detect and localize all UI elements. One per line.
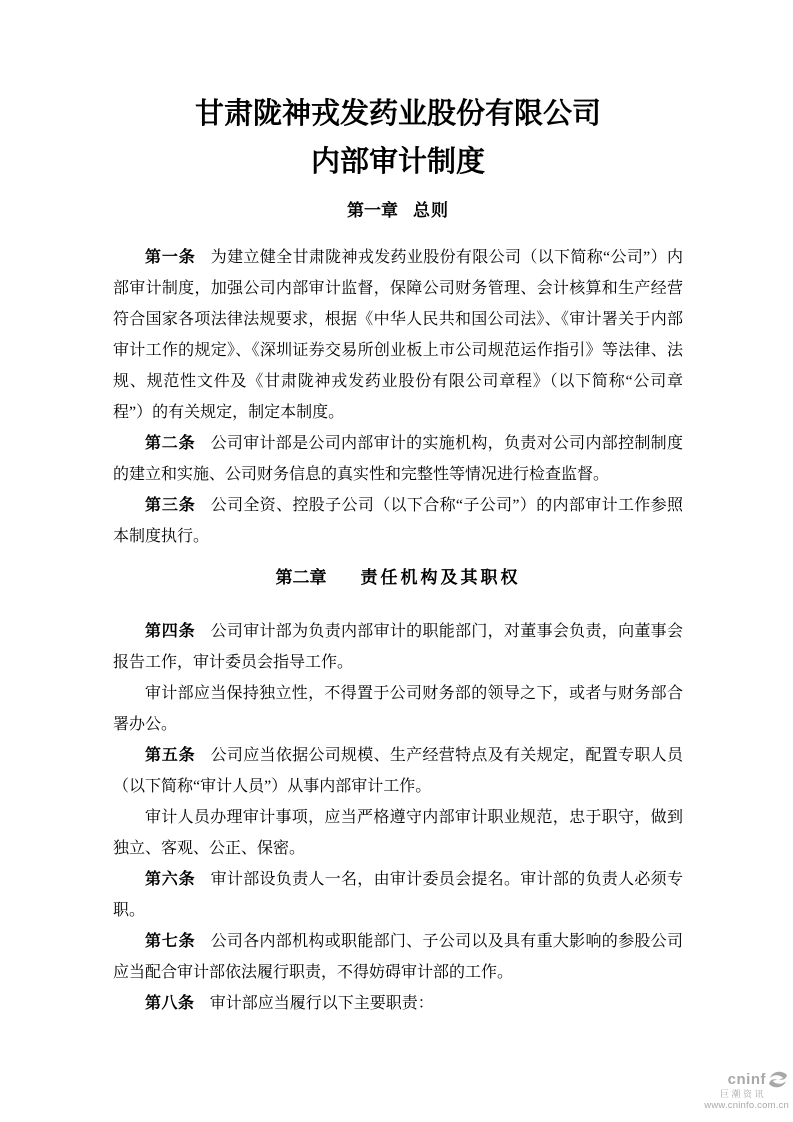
cninfo-brand-text: cninf [727, 1070, 766, 1088]
document-title-line-1: 甘肃陇神戎发药业股份有限公司 [194, 98, 601, 130]
article-5-text: 公司应当依据公司规模、生产经营特点及有关规定，配置专职人员（以下简称“审计人员”）从事内部审计工作。 [113, 747, 683, 795]
article-3-paragraph [113, 490, 683, 552]
article-4-continuation-paragraph [113, 678, 683, 740]
chapter-1-heading [113, 198, 683, 224]
article-3-text: 公司全资、控股子公司（以下合称“子公司”）的内部审计工作参照本制度执行。 [113, 497, 683, 545]
chapter-1-label: 第一章 [347, 201, 398, 220]
cninfo-chinese-name: 巨潮资讯 [719, 1088, 766, 1099]
article-4-continuation-text: 审计部应当保持独立性，不得置于公司财务部的领导之下，或者与财务部合署办公。 [113, 685, 683, 733]
article-4-paragraph [113, 616, 683, 678]
chapter-2-heading [113, 565, 683, 591]
cninfo-watermark [704, 1071, 789, 1111]
article-3-label: 第三条 [145, 497, 196, 514]
article-7-paragraph [113, 926, 683, 988]
article-4-label: 第四条 [145, 623, 196, 640]
article-2-paragraph [113, 428, 683, 490]
document-body [113, 198, 683, 1019]
article-7-label: 第七条 [145, 933, 196, 950]
article-7-text: 公司各内部机构或职能部门、子公司以及具有重大影响的参股公司应当配合审计部依法履行职责，不得妨碍审计部的工作。 [113, 933, 683, 981]
cninfo-logo-row [704, 1071, 788, 1088]
article-6-paragraph [113, 864, 683, 926]
article-1-text: 为建立健全甘肃陇神戎发药业股份有限公司（以下简称“公司”）内部审计制度，加强公司内部审计监督，保障公司财务管理、会计核算和生产经营符合国家各项法律法规要求，根据《中华人民共和国公司法》、《审计署关于内部审计工作的规定》、《深圳证券交易所创业板上市公司规范运作指引》等法律、法规、规范性文件及《甘肃陇神戎发药业股份有限公司章程》（以下简称“公司章程”）的有关规定，制定本制度。 [113, 249, 683, 421]
article-5-label: 第五条 [145, 747, 196, 764]
article-1-paragraph [113, 242, 683, 428]
article-8-text: 审计部应当履行以下主要职责： [209, 995, 434, 1012]
article-2-label: 第二条 [145, 435, 196, 452]
article-5-paragraph [113, 740, 683, 802]
document-title-line-2: 内部审计制度 [310, 146, 485, 178]
chapter-2-title: 责任机构及其职权 [360, 568, 521, 587]
article-8-label: 第八条 [145, 995, 195, 1012]
article-2-text: 公司审计部是公司内部审计的实施机构，负责对公司内部控制制度的建立和实施、公司财务信息的真实性和完整性等情况进行检查监督。 [113, 435, 683, 483]
article-5-continuation-paragraph [113, 802, 683, 864]
article-6-label: 第六条 [145, 871, 196, 888]
article-5-continuation-text: 审计人员办理审计事项，应当严格遵守内部审计职业规范，忠于职守，做到独立、客观、公正、保密。 [113, 809, 683, 857]
document-content [113, 90, 683, 1019]
cninfo-url-text: www.cninfo.com.cn [704, 1099, 789, 1111]
article-1-label: 第一条 [145, 249, 196, 266]
article-4-text: 公司审计部为负责内部审计的职能部门，对董事会负责，向董事会报告工作，审计委员会指导工作。 [113, 623, 683, 671]
chapter-1-title: 总则 [413, 201, 449, 220]
cninfo-swirl-icon [768, 1071, 788, 1088]
article-8-paragraph [113, 988, 683, 1019]
chapter-2-label: 第二章 [275, 568, 327, 587]
article-6-text: 审计部设负责人一名，由审计委员会提名。审计部的负责人必须专职。 [113, 871, 683, 919]
